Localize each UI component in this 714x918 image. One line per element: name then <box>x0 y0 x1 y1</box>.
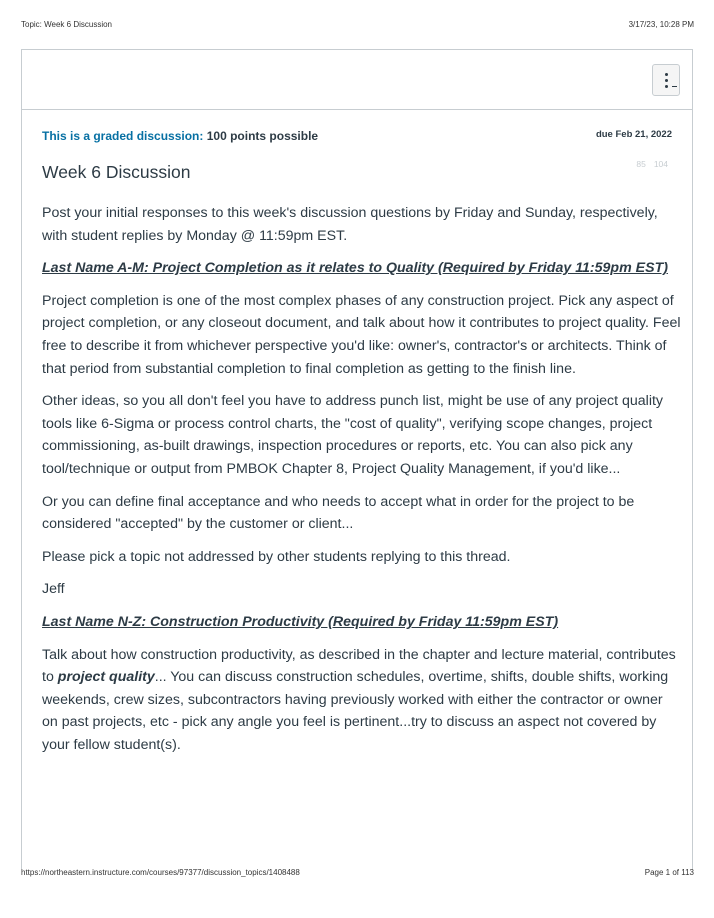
reply-counts <box>628 159 668 169</box>
page-url: https://northeastern.instructure.com/courses/97377/discussion_topics/1408488 <box>21 868 300 877</box>
menu-dot <box>665 73 668 76</box>
print-header-datetime: 3/17/23, 10:28 PM <box>628 20 694 29</box>
unread-count: 85 <box>636 159 646 169</box>
menu-dot <box>665 85 668 88</box>
paragraph-text: Talk about how construction productivity, as described in the chapter and lecture material, contributes to <box>42 646 676 686</box>
paragraph: Other ideas, so you all don't feel you have to address punch list, might be use of any project quality tools like 6-Sigma or process control charts, the "cost of quality", verifying scope changes, project commissioning, as-built drawings, inspection procedures or reports, etc. You can also pick any tool/technique or output from PMBOK Chapter 8, Project Quality Management, if you'd like... <box>42 393 664 477</box>
kebab-menu-icon[interactable] <box>652 64 680 96</box>
total-count: 104 <box>653 159 668 169</box>
paragraph-text: ... You can discuss construction schedules, overtime, shifts, double shifts, working weekends, crew sizes, subcontractors having previously worked with either the contractor or owner on past projects, etc - pick any angle you feel is pertinent...try to discuss an aspect not covered by your fellow student(s). <box>42 669 669 753</box>
signature: Jeff <box>42 581 65 598</box>
discussion-toolbar <box>22 50 692 110</box>
discussion-body <box>42 202 682 766</box>
section-heading-a-m: Last Name A-M: Project Completion as it relates to Quality (Required by Friday 11:59pm EST) <box>42 260 668 277</box>
emphasis-text: project quality <box>57 669 155 686</box>
paragraph <box>42 644 682 757</box>
section-heading-n-z: Last Name N-Z: Construction Productivity (Required by Friday 11:59pm EST) <box>42 613 559 630</box>
menu-dot <box>665 79 668 82</box>
graded-label: This is a graded discussion: <box>42 129 204 143</box>
discussion-panel <box>21 49 693 869</box>
due-date: due Feb 21, 2022 <box>595 129 672 140</box>
intro-paragraph: Post your initial responses to this week's discussion questions by Friday and Sunday, respectively, with student replies by Monday @ 11:59pm EST. <box>42 205 658 244</box>
graded-notice <box>42 129 318 143</box>
page-number: Page 1 of 113 <box>644 868 694 877</box>
print-header-title: Topic: Week 6 Discussion <box>21 20 112 29</box>
points-possible: 100 points possible <box>206 129 319 143</box>
chevron-down-icon <box>672 86 677 87</box>
paragraph: Project completion is one of the most complex phases of any construction project. Pick any aspect of project completion, or any closeout document, and talk about how it contributes to project quality. Feel free to describe it from whichever perspective you'd like: owner's, contractor's or architects. Think of that period from substantial completion to final completion as getting to the finish line. <box>42 292 681 377</box>
paragraph: Or you can define final acceptance and who needs to accept what in order for the project to be considered "accepted" by the customer or client... <box>42 493 635 533</box>
paragraph: Please pick a topic not addressed by other students replying to this thread. <box>42 548 511 565</box>
page-title: Week 6 Discussion <box>42 162 191 182</box>
